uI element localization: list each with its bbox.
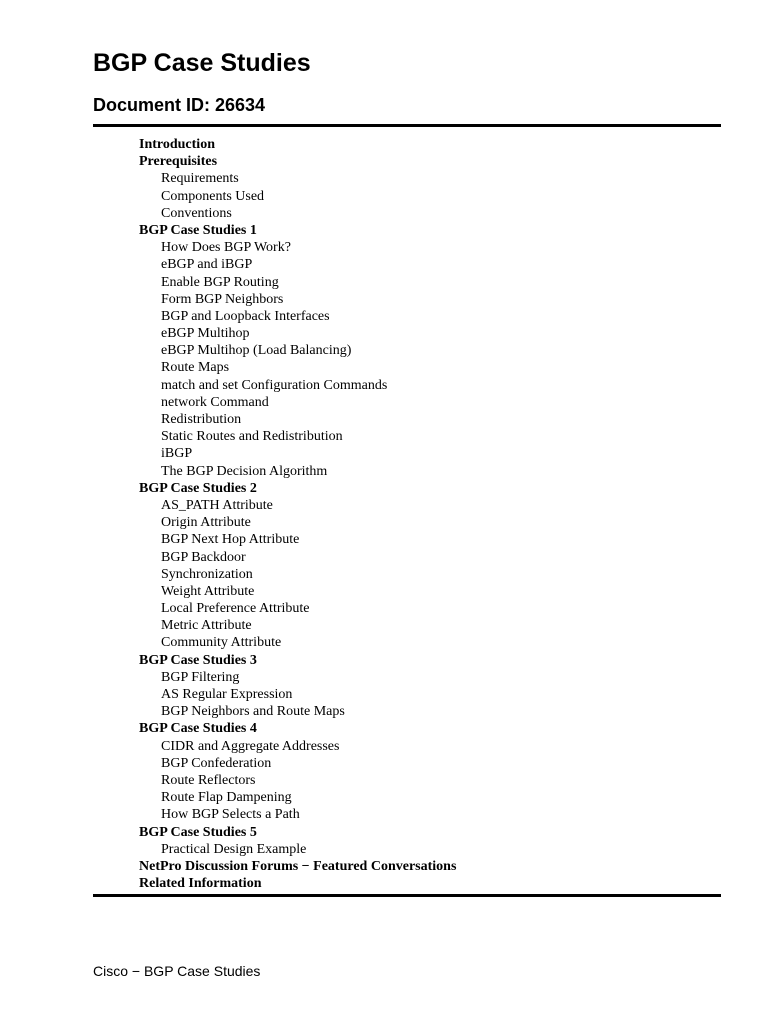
toc-subsection-link[interactable]: eBGP Multihop (161, 326, 250, 342)
toc-subsection-link[interactable]: Redistribution (161, 412, 242, 427)
toc-section-link[interactable]: Related Information (139, 876, 262, 892)
toc-subsection-link[interactable]: Static Routes and Redistribution (161, 429, 343, 445)
toc-subsection-link[interactable]: BGP Neighbors and Route Maps (161, 704, 345, 720)
toc-subsection-link[interactable]: eBGP Multihop (Load Balancing) (161, 343, 352, 359)
toc-section-link[interactable]: BGP Case Studies 5 (139, 824, 257, 840)
page-title: BGP Case Studies (93, 49, 311, 77)
toc-subsection-link[interactable]: Conventions (161, 205, 232, 221)
toc-subsection-link[interactable]: Route Reflectors (161, 772, 256, 788)
toc-subsection-link[interactable]: The BGP Decision Algorithm (161, 463, 328, 479)
bottom-divider (93, 894, 721, 897)
toc-subsection-link[interactable]: AS Regular Expression (161, 687, 293, 702)
top-divider (93, 124, 721, 127)
toc-section-link[interactable]: Introduction (139, 137, 215, 152)
toc-subsection-link[interactable]: BGP and Loopback Interfaces (161, 308, 330, 324)
toc-subsection-link[interactable]: CIDR and Aggregate Addresses (161, 738, 340, 754)
toc-subsection-link[interactable]: Components Used (161, 188, 265, 204)
toc-subsection-link[interactable]: Synchronization (161, 566, 253, 582)
toc-section-link[interactable]: NetPro Discussion Forums − Featured Conversations (139, 858, 457, 874)
toc-subsection-link[interactable]: Community Attribute (161, 635, 282, 651)
toc-subsection-link[interactable]: Route Flap Dampening (161, 790, 292, 806)
toc-section-link[interactable]: Prerequisites (139, 154, 218, 170)
toc-section-link[interactable]: BGP Case Studies 3 (139, 652, 257, 668)
toc-subsection-link[interactable]: Weight Attribute (161, 583, 255, 599)
toc-subsection-link[interactable]: Practical Design Example (161, 841, 307, 857)
table-of-contents (139, 136, 728, 892)
toc-subsection-link[interactable]: iBGP (161, 446, 193, 462)
toc-section-link[interactable]: BGP Case Studies 2 (139, 480, 257, 496)
toc-subsection-link[interactable]: How Does BGP Work? (161, 240, 291, 256)
toc-subsection-link[interactable]: BGP Confederation (161, 755, 272, 771)
toc-subsection-link[interactable]: Route Maps (161, 360, 230, 376)
document-id: Document ID: 26634 (93, 95, 266, 115)
toc-subsection-link[interactable]: Origin Attribute (161, 515, 251, 531)
toc-subsection-link[interactable]: AS_PATH Attribute (161, 497, 273, 513)
toc-subsection-link[interactable]: eBGP and iBGP (161, 257, 253, 273)
toc-subsection-link[interactable]: Requirements (161, 171, 239, 187)
toc-subsection-link[interactable]: Enable BGP Routing (161, 274, 279, 290)
toc-subsection-link[interactable]: network Command (161, 394, 269, 410)
page-footer: Cisco − BGP Case Studies (93, 963, 261, 979)
toc-subsection-link[interactable]: BGP Backdoor (161, 549, 246, 565)
toc-subsection-link[interactable]: match and set Configuration Commands (161, 377, 388, 393)
toc-subsection-link[interactable]: How BGP Selects a Path (161, 807, 300, 823)
toc-section-link[interactable]: BGP Case Studies 1 (139, 222, 257, 238)
toc-section-link[interactable]: BGP Case Studies 4 (139, 721, 257, 737)
toc-subsection-link[interactable]: BGP Filtering (161, 669, 240, 685)
toc-subsection-link[interactable]: BGP Next Hop Attribute (161, 532, 300, 548)
toc-subsection-link[interactable]: Form BGP Neighbors (161, 291, 284, 307)
toc-subsection-link[interactable]: Metric Attribute (161, 618, 252, 634)
toc-subsection-link[interactable]: Local Preference Attribute (161, 601, 310, 617)
